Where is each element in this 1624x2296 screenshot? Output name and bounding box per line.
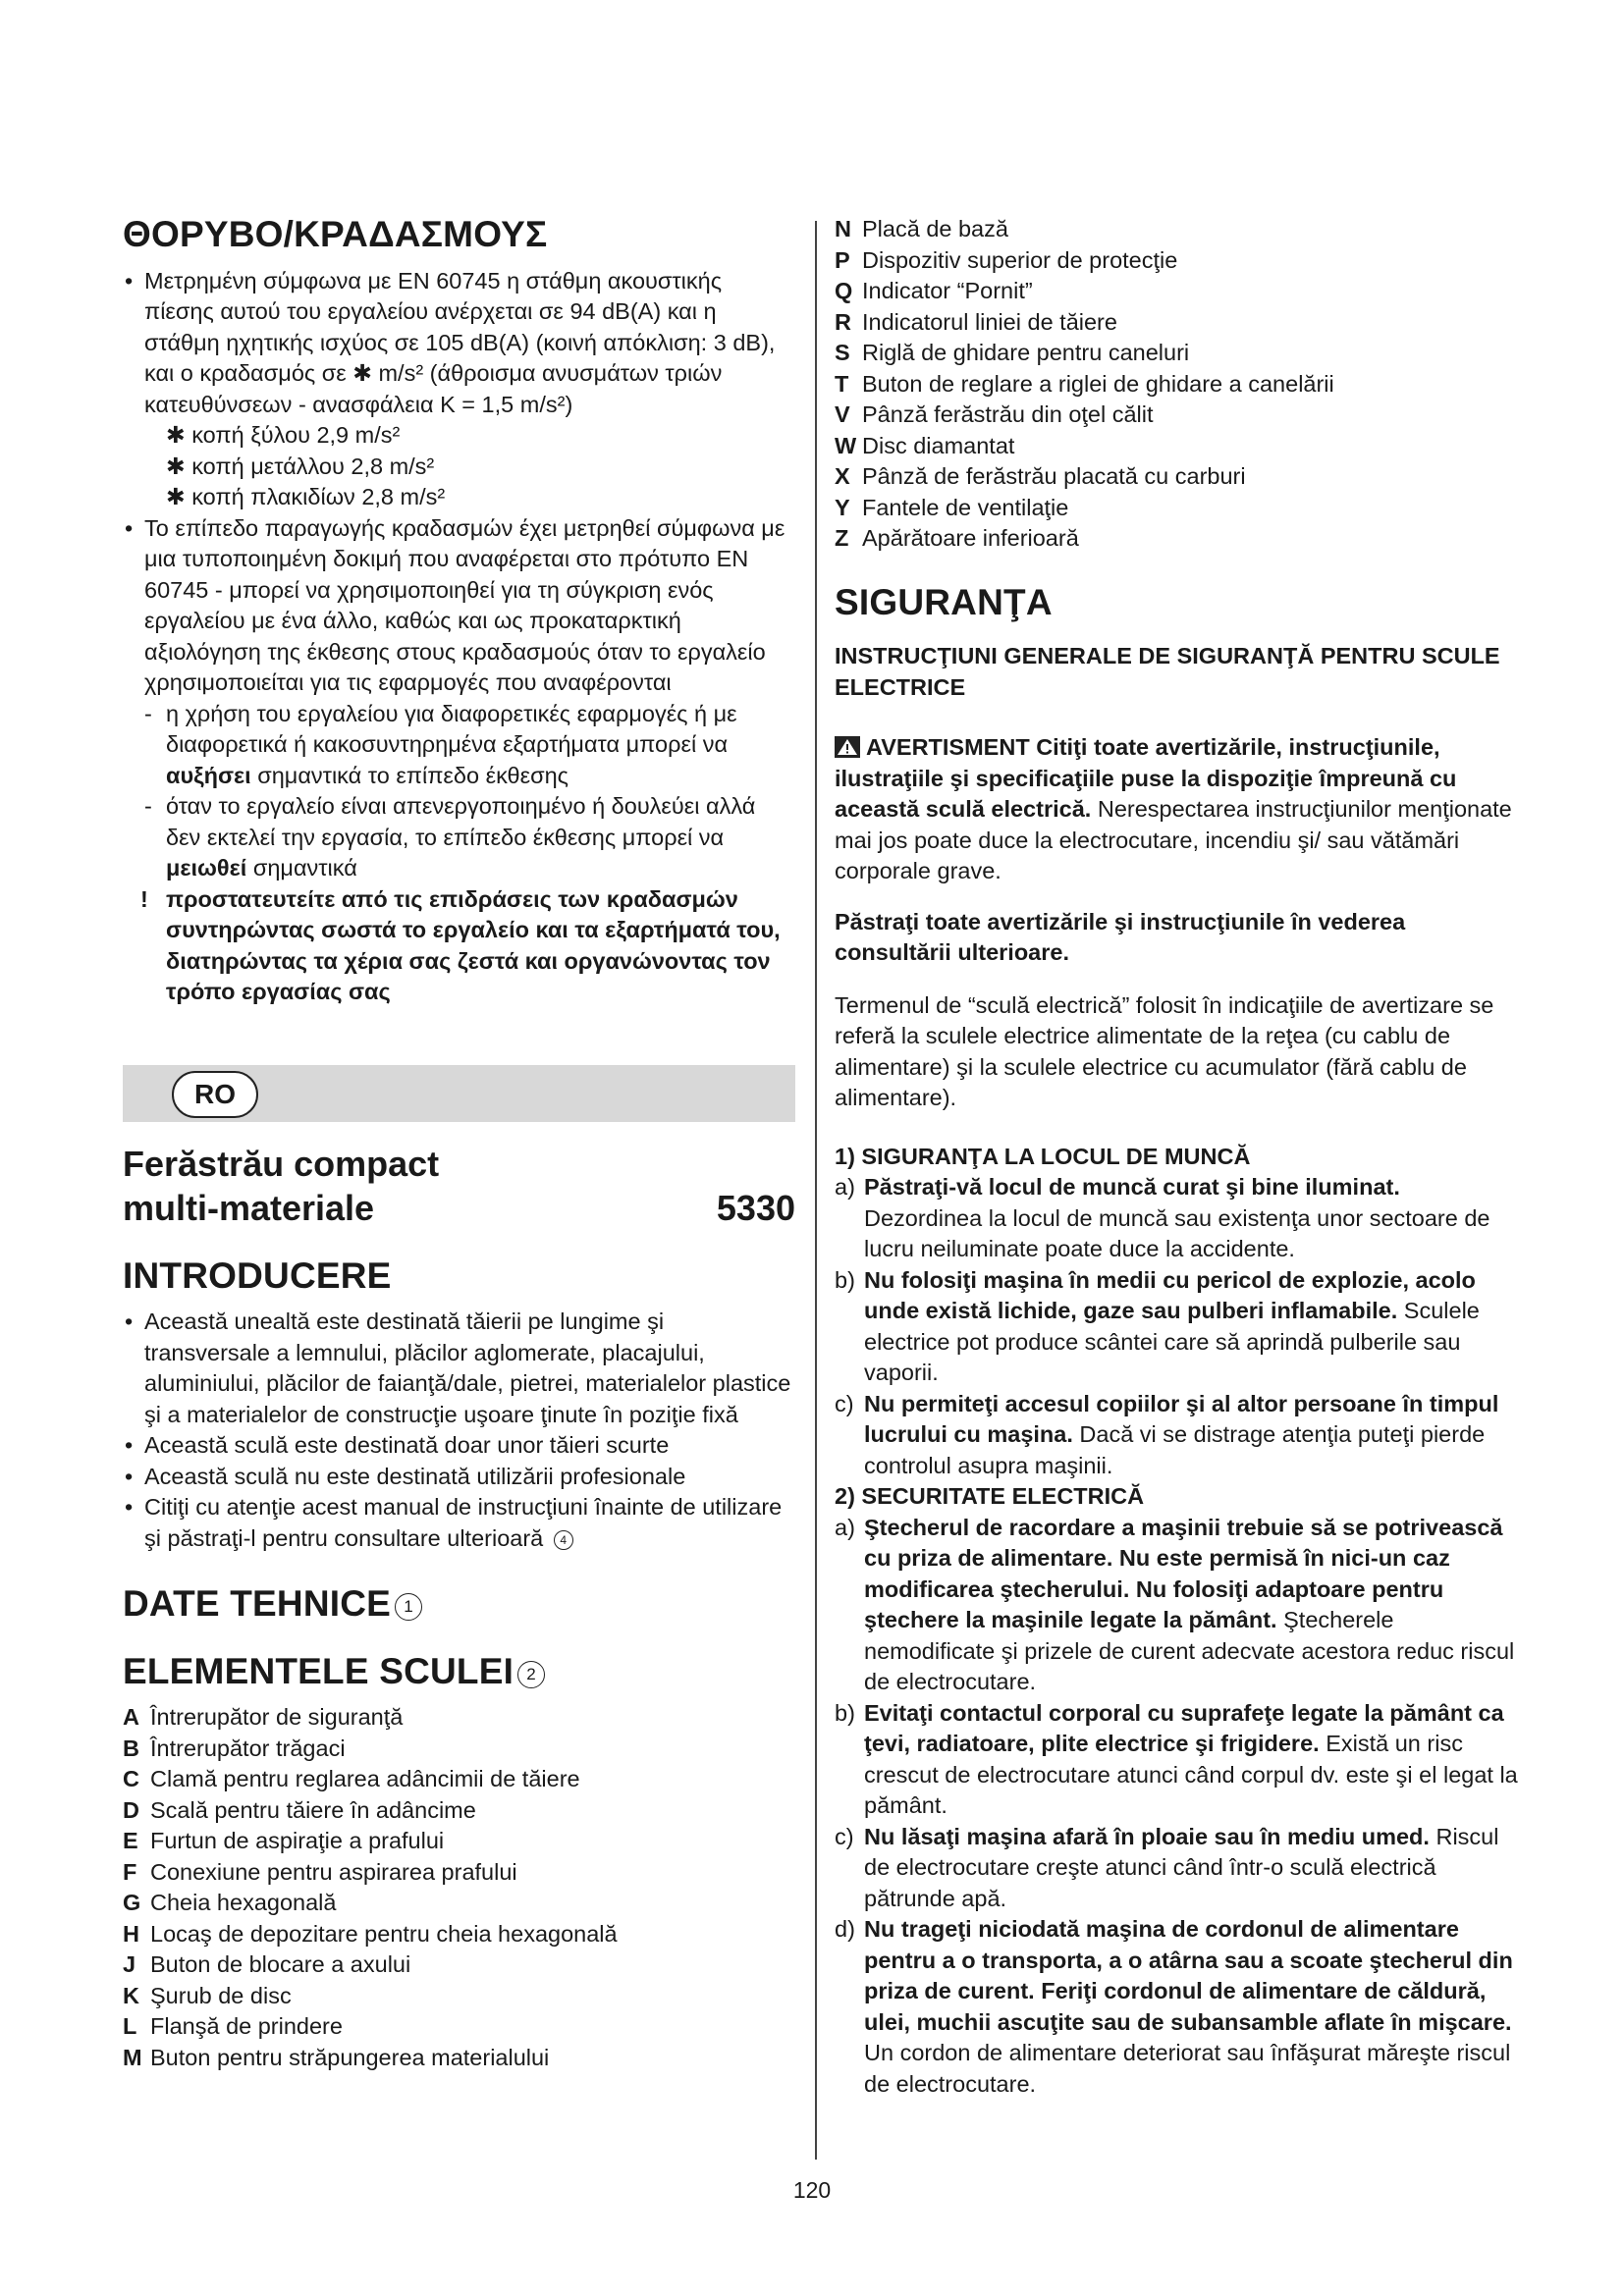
intro-bullet-2: • Această sculă este destinată doar unor tăieri scurte <box>123 1430 795 1462</box>
work-area-item-c: c) Nu permiteţi accesul copiilor şi al altor persoane în timpul lucrului cu maşina. Dacă vi se distrage atenţia puteţi pierde controlul asupra maşinii. <box>835 1390 1499 1478</box>
legend-item: E Furtun de aspiraţie a prafului <box>123 1828 445 1854</box>
general-safety-heading: INSTRUCŢIUNI GENERALE DE SIGURANŢĂ PENTRU SCULE ELECTRICE <box>835 643 1500 700</box>
right-column <box>835 214 1522 2100</box>
electrical-item-c: c) Nu lăsaţi maşina afară în ploaie sau în mediu umed. Riscul de electrocutare creşte atunci când într-o sculă electrică pătrunde apă. <box>835 1823 1499 1911</box>
greek-bullet-vibration <box>123 513 795 699</box>
language-bar <box>123 1065 795 1122</box>
elements-title: ELEMENTELE SCULEI 2 <box>123 1651 795 1693</box>
legend-item: W Disc diamantat <box>835 432 1015 458</box>
intro-section <box>123 1307 795 1554</box>
figure-ref-1: 1 <box>395 1593 422 1621</box>
product-title <box>123 1142 795 1230</box>
legend-item: M Buton pentru străpungerea materialului <box>123 2044 550 2070</box>
tech-data-title: DATE TEHNICE 1 <box>123 1583 795 1626</box>
electrical-item-b: b) Evitaţi contactul corporal cu suprafeţe legate la pământ ca ţevi, radiatoare, plite electrice şi frigidere. Există un risc crescut de electrocutare atunci când corpul dv. este şi el legat la pământ. <box>835 1699 1518 1819</box>
legend-item: J Buton de blocare a axului <box>123 1951 411 1978</box>
work-area-item-b: b) Nu folosiţi maşina în medii cu pericol de explozie, acolo unde există lichide, gaze sau pulberi inflamabile. Sculele electrice pot produce scântei care să aprindă pulberile sau vaporii. <box>835 1266 1480 1386</box>
product-name-line2: multi-materiale <box>123 1187 375 1228</box>
safety-title: SIGURANŢA <box>835 581 1053 622</box>
legend-item: Q Indicator “Pornit” <box>835 278 1033 303</box>
legend-item: Y Fantele de ventilaţie <box>835 494 1069 520</box>
intro-bullet-4: • Citiţi cu atenţie acest manual de instrucţiuni înainte de utilizare şi păstraţi-l pentru consultare ulterioară 4 <box>123 1492 795 1554</box>
greek-star-line-1: ✱ κοπή ξύλου 2,9 m/s² <box>166 422 401 449</box>
greek-bullet-vibration-text: Το επίπεδο παραγωγής κραδασμών έχει μετρηθεί σύμφωνα με μια τυποποιημένη δοκιμή που αναφέρεται στο πρότυπο EN 60745 - μπορεί να χρησιμοποιηθεί για τη σύγκριση ενός εργαλείου με ένα άλλο, καθώς και ως προκαταρκτική αξιολόγηση της έκθεσης στους κραδασμούς όταν το εργαλείο χρησιμοποιείται για τις εφαρμογές που αναφέρονται <box>144 514 785 696</box>
legend-item: X Pânză de ferăstrău placată cu carburi <box>835 463 1246 489</box>
product-name-line1: Ferăstrău compact <box>123 1143 440 1184</box>
intro-title: INTRODUCERE <box>123 1255 392 1296</box>
legend-item: K Şurub de disc <box>123 1982 292 2008</box>
legend-item: P Dispozitiv superior de protecţie <box>835 246 1178 273</box>
left-column <box>123 214 795 2073</box>
greek-section-title: ΘΟΡΥΒΟ/ΚΡΑΔΑΣΜΟΥΣ <box>123 214 548 254</box>
intro-bullet-3: • Această sculă nu este destinată utilizării profesionale <box>123 1462 795 1493</box>
intro-bullet-1: • Această unealtă este destinată tăierii pe lungime şi transversale a lemnului, plăcilor aglomerate, placajului, aluminiului, plăcilor de faianţă/dale, pietrei, materialelor plastice şi a materialelor de construcţie uşoare ţinute în poziţie fixă <box>123 1307 795 1430</box>
elements-legend-left <box>123 1702 795 2073</box>
greek-star-line-2: ✱ κοπή μετάλλου 2,8 m/s² <box>166 453 435 479</box>
product-model-number: 5330 <box>716 1187 795 1228</box>
greek-caution-item: ! προστατευτείτε από τις επιδράσεις των κραδασμών συντηρώντας σωστά το εργαλείο και τα εξαρτήματά του, διατηρώντας τα χέρια σας ζεστά και οργανώνοντας τον τρόπο εργασίας σας <box>140 885 781 1005</box>
warning-triangle-icon <box>835 736 860 758</box>
elements-legend-right <box>835 214 1522 555</box>
figure-ref-4: 4 <box>554 1530 573 1550</box>
legend-item: Z Apărătoare inferioară <box>835 525 1079 551</box>
legend-item: B Întrerupător trăgaci <box>123 1735 346 1761</box>
legend-item: L Flanşă de prindere <box>123 2013 343 2040</box>
legend-item: D Scală pentru tăiere în adâncime <box>123 1796 476 1823</box>
warning-paragraph: AVERTISMENT Citiţi toate avertizările, instrucţiunile, ilustraţiile şi specificaţiile puse la dispoziţie împreună cu această sculă electrică. Nerespectarea instrucţiunilor menţionate mai jos poate duce la electrocutare, incendiu şi/ sau vătămări corporale grave. <box>835 734 1512 884</box>
legend-item: T Buton de reglare a riglei de ghidare a canelării <box>835 370 1334 397</box>
figure-ref-2: 2 <box>517 1661 545 1688</box>
legend-item: R Indicatorul liniei de tăiere <box>835 308 1117 335</box>
work-area-item-a: a) Păstraţi-vă locul de muncă curat şi bine iluminat. Dezordinea la locul de muncă sau existenţa unor sectoare de lucru neiluminate poate duce la accidente. <box>835 1174 1490 1262</box>
column-divider <box>815 221 817 2160</box>
legend-item: H Locaş de depozitare pentru cheia hexagonală <box>123 1920 618 1947</box>
keep-instructions-paragraph: Păstraţi toate avertizările şi instrucţiunile în vederea consultării ulterioare. <box>835 908 1406 966</box>
work-area-heading: 1) SIGURANŢA LA LOCUL DE MUNCĂ <box>835 1143 1251 1169</box>
page-number: 120 <box>792 2177 832 2203</box>
greek-noise-section <box>123 266 795 1008</box>
legend-item: F Conexiune pentru aspirarea prafului <box>123 1858 517 1885</box>
greek-dash-item-2: - όταν το εργαλείο είναι απενεργοποιημένο ή δουλεύει αλλά δεν εκτελεί την εργασία, το επίπεδο έκθεσης μπορεί να μειωθεί σημαντικά <box>144 793 756 881</box>
legend-item: G Cheia hexagonală <box>123 1890 337 1916</box>
legend-item: N Placă de bază <box>835 216 1008 241</box>
legend-item: V Pânză ferăstrău din oţel călit <box>835 401 1154 427</box>
electrical-item-d: d) Nu trageţi niciodată maşina de cordonul de alimentare pentru a o transporta, a o atârna sau a scoate ştecherul din priza de curent. Feriţi cordonul de alimentare de căldură, ulei, muchii ascuţite sau de subansamble aflate în mişcare. Un cordon de alimentare deteriorat sau înfăşurat măreşte riscul de electrocutare. <box>835 1916 1513 2097</box>
power-tool-term-paragraph: Termenul de “sculă electrică” folosit în indicaţiile de avertizare se referă la sculele electrice alimentate de la reţea (cu cablu de alimentare) şi la sculele electrice cu acumulator (fără cablu de alimentare). <box>835 991 1494 1111</box>
greek-bullet-noise <box>123 266 795 513</box>
legend-item: S Riglă de ghidare pentru caneluri <box>835 340 1190 365</box>
electrical-safety-heading: 2) SECURITATE ELECTRICĂ <box>835 1483 1145 1510</box>
legend-item: A Întrerupător de siguranţă <box>123 1704 404 1731</box>
legend-item: C Clamă pentru reglarea adâncimii de tăiere <box>123 1766 580 1792</box>
language-badge: RO <box>172 1071 258 1118</box>
greek-bullet-noise-text: Μετρημένη σύμφωνα με EN 60745 η στάθμη ακουστικής πίεσης αυτού του εργαλείου ανέρχεται σε 94 dB(A) και η στάθμη ηχητικής ισχύος σε 105 dB(A) (κοινή απόκλιση: 3 dB), και ο κραδασμός σε ✱ m/s² (άθροισμα ανυσμάτων τριών κατευθύνσεων - ανασφάλεια K = 1,5 m/s²) <box>144 267 776 417</box>
greek-dash-item-1: - η χρήση του εργαλείου για διαφορετικές εφαρμογές ή με διαφορετικά ή κακοσυντηρημένα εξαρτήματα μπορεί να αυξήσει σημαντικά το επίπεδο έκθεσης <box>144 700 737 788</box>
electrical-item-a: a) Ştecherul de racordare a maşinii trebuie să se potrivească cu priza de alimentare. Nu este permisă în nici-un caz modificarea ştecherului. Nu folosiţi adaptoare pentru ştechere la maşinile legate la pământ. Ştecherele nemodificate şi prizele de curent adecvate acestora reduc riscul de electrocutare. <box>835 1514 1515 1695</box>
greek-star-line-3: ✱ κοπή πλακιδίων 2,8 m/s² <box>166 484 446 510</box>
